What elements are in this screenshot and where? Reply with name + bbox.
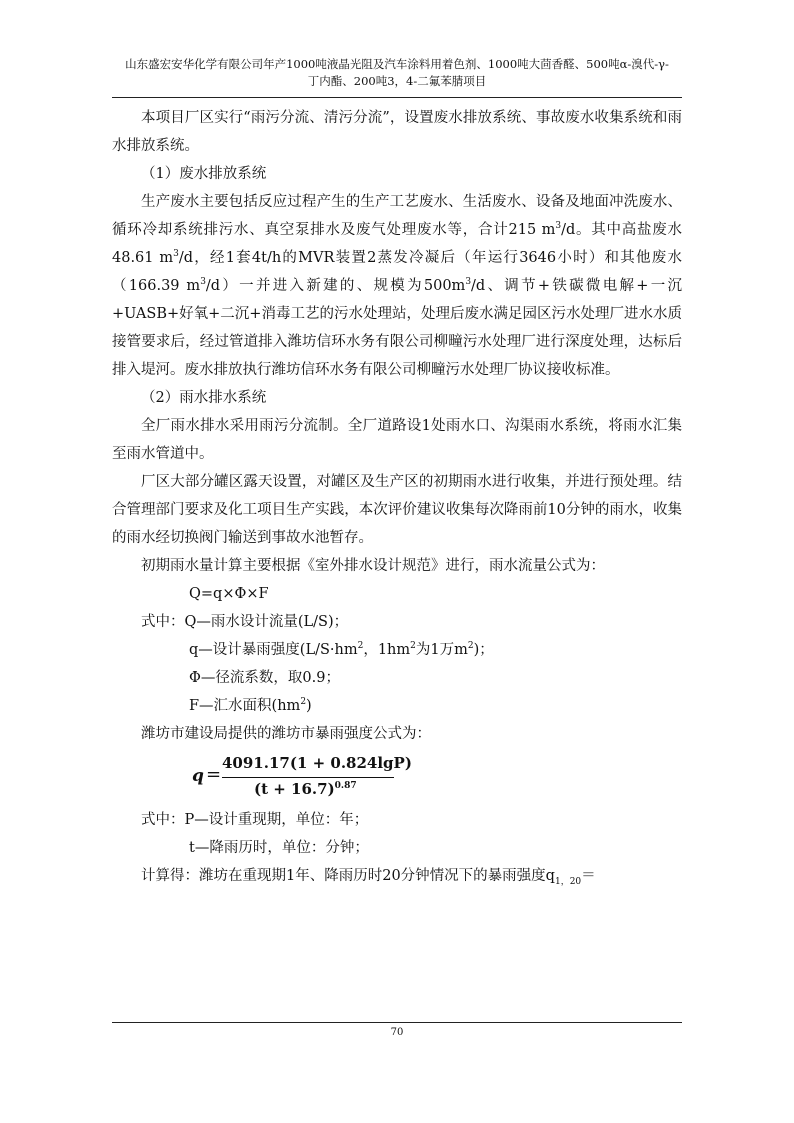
definition-q-intensity: q—设计暴雨强度($L/S\cdot hm^2$，$1hm^2$为1万$m^2$)； (189, 641, 494, 658)
definition-q-flow: 式中：Q—雨水设计流量(L/S)； (141, 614, 349, 630)
formula-denominator: $(t + 16.7)^{0.87}$ (254, 780, 357, 798)
document-body (112, 104, 682, 890)
paragraph-intro: 本项目厂区实行“雨污分流、清污分流”，设置废水排放系统、事故废水收集系统和雨水排放系统。 (112, 110, 682, 154)
section-heading-rainwater: （2）雨水排水系统 (141, 390, 267, 406)
footer-divider (112, 1022, 682, 1023)
section-heading-wastewater: （1）废水排放系统 (141, 166, 267, 182)
definition-f: F—汇水面积$(hm^2)$ (189, 697, 312, 714)
formula-equals: = (206, 764, 222, 785)
header-divider (112, 97, 682, 98)
paragraph-wastewater: 生产废水主要包括反应过程产生的生产工艺废水、生活废水、设备及地面冲洗废水、循环冷却系统排污水、真空泵排水及废气处理废水等，合计215 $m^3/d$。其中高盐废水48.61 $m^3/d$，经1套4t/h的MVR装置2蒸发冷凝后（年运行3646小时）和其他废水（166.39 $m^3/d$）一并进入新建的、规模为$500m^3/d$、调节+铁碳微电解+一沉+UASB+好氧+二沉+消毒工艺的污水处理站，处理后废水满足园区污水处理厂进水水质接管要求后，经过管道排入潍坊信环水务有限公司柳疃污水处理厂进行深度处理，达标后排入堤河。废水排放执行潍坊信环水务有限公司柳疃污水处理厂协议接收标准。 (112, 194, 683, 378)
definition-p: 式中：P—设计重现期，单位：年； (141, 812, 369, 828)
paragraph-rain-drainage: 全厂雨水排水采用雨污分流制。全厂道路设1处雨水口、沟渠雨水系统，将雨水汇集至雨水管道中。 (112, 418, 682, 462)
page-header (112, 56, 682, 90)
formula-q: q (192, 766, 204, 786)
header-line-2: 丁内酯、200吨3，4-二氟苯腈项目 (307, 74, 487, 88)
definition-t: t—降雨历时，单位：分钟； (189, 840, 369, 856)
page-number: 70 (390, 1027, 404, 1038)
formula-flow: Q=q×Φ×F (189, 586, 269, 602)
paragraph-calc-basis: 初期雨水量计算主要根据《室外排水设计规范》进行，雨水流量公式为： (141, 558, 605, 574)
paragraph-result: 计算得：潍坊在重现期1年、降雨历时20分钟情况下的暴雨强度$q_{1,20}=$ (141, 868, 596, 887)
storm-intensity-formula (192, 754, 682, 802)
definition-phi: Φ—径流系数，取0.9； (189, 670, 340, 686)
header-line-1: 山东盛宏安华化学有限公司年产1000吨液晶光阻及汽车涂料用着色剂、1000吨大茴香醛、500吨α-溴代-γ- (125, 57, 669, 71)
paragraph-storm-formula-intro: 潍坊市建设局提供的潍坊市暴雨强度公式为： (141, 726, 431, 742)
formula-numerator: 4091.17(1 + 0.824lgP) (222, 754, 412, 772)
formula-fraction-bar (222, 777, 394, 778)
paragraph-initial-rain: 厂区大部分罐区露天设置，对罐区及生产区的初期雨水进行收集，并进行预处理。结合管理部门要求及化工项目生产实践，本次评价建议收集每次降雨前10分钟的雨水，收集的雨水经切换阀门输送到事故水池暂存。 (112, 474, 682, 546)
